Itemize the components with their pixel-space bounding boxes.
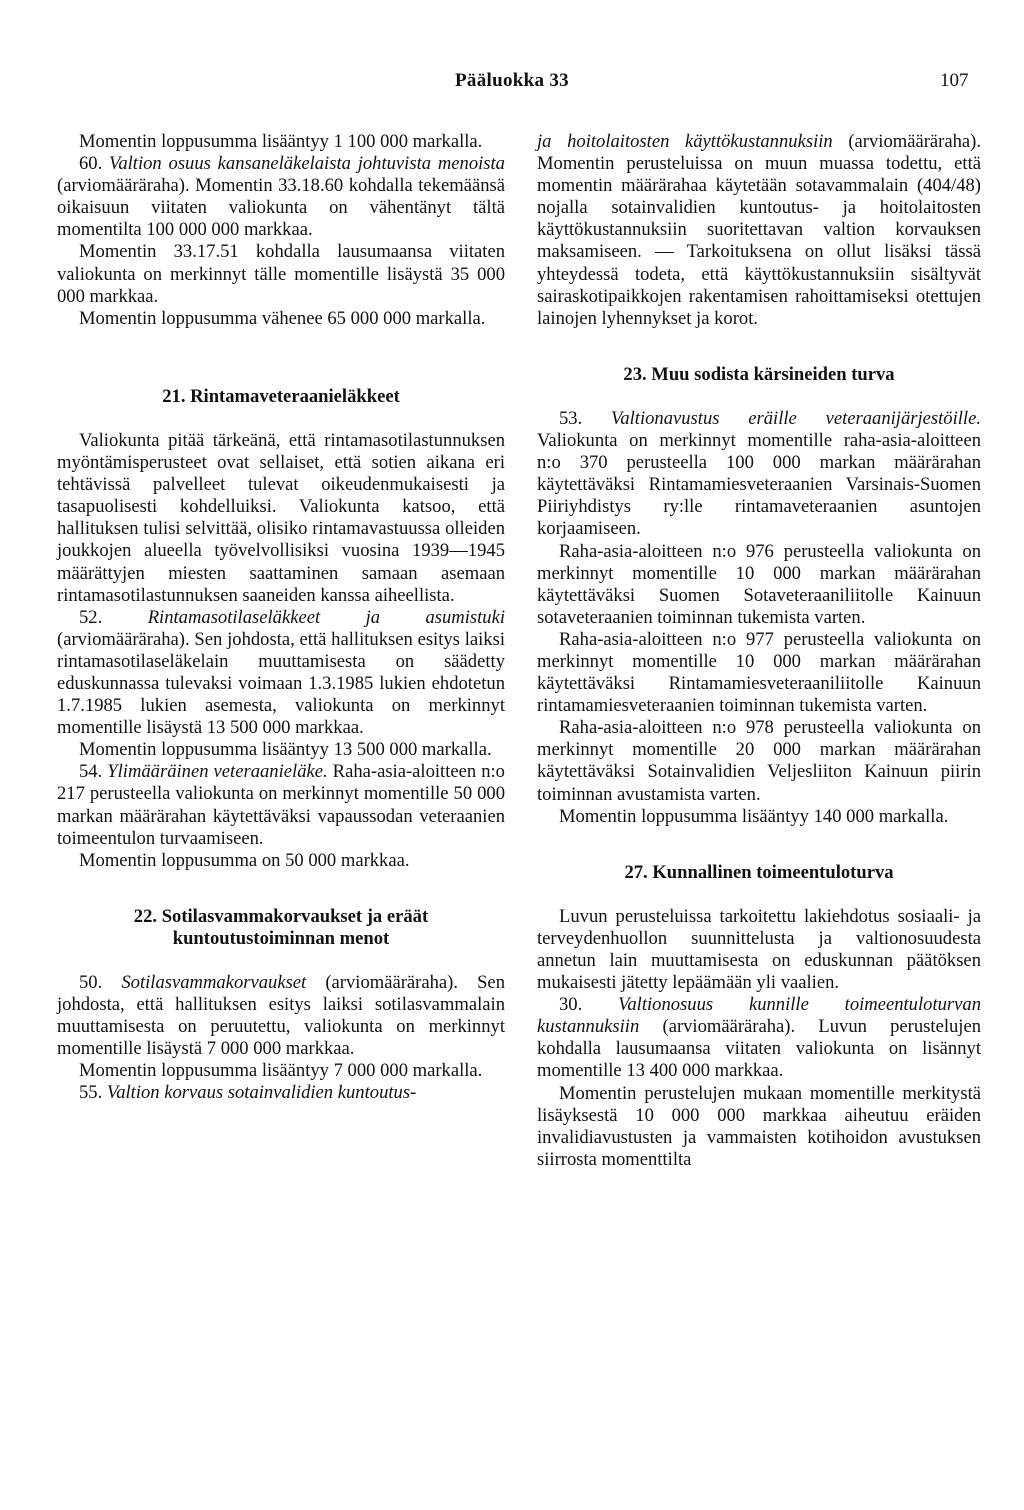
paragraph xyxy=(57,607,505,740)
paragraph: Valiokunta pitää tärkeänä, että rintamasotilastunnuksen myöntämisperusteet ovat sellaiset, että sotien aikana eri tehtävissä palvelleet tulevat oikeudenmukaisesti ja tasapuolisesti kohdelluiksi. Valiokunta katsoo, että hallituksen tulisi selvittää, olisiko rintamavastuussa olleiden joukkojen alueella työvelvollisiksi vuosina 1939—1945 määrättyjen miesten saattaminen samaan asemaan rintamasotilastunnuksen saaneiden kanssa aiheellista. xyxy=(57,429,505,606)
paragraph xyxy=(57,972,505,1060)
item-title: Valtion korvaus sotainvalidien kuntoutus- xyxy=(106,1082,417,1104)
item-number: 52. xyxy=(79,606,103,628)
paragraph: Raha-asia-aloitteen n:o 976 perusteella valiokunta on merkinnyt momentille 10 000 markan määrärahan käytettäväksi Suomen Sotaveteraaniliitolle Kainuun sotaveteraanien toiminnan tukemista varten. xyxy=(537,540,981,628)
item-number: 30. xyxy=(559,994,583,1016)
paragraph: Momentin loppusumma lisääntyy 1 100 000 markalla. xyxy=(79,131,483,152)
item-text: (arviomääräraha). Sen johdosta, että hallituksen esitys laiksi sotilasvammalain muuttamisesta on peruutettu, valiokunta on merkinnyt momentille lisäystä 7 000 000 markkaa. xyxy=(57,972,505,1060)
paragraph xyxy=(537,408,981,541)
item-title: Valtionosuus kunnille toimeentuloturvan kustannuksiin xyxy=(537,994,981,1038)
right-column xyxy=(537,131,981,1171)
left-column xyxy=(57,131,505,1105)
paragraph: Luvun perusteluissa tarkoitettu lakiehdotus sosiaali- ja terveydenhuollon suunnittelusta ja valtionosuudesta annetun lain muuttamisesta on eduskunnan päätöksen mukaisesti jätetty lepäämään yli vaalien. xyxy=(537,905,981,994)
section-heading: 22. Sotilasvammakorvaukset ja eräät kuntoutustoiminnan menot xyxy=(133,905,429,949)
item-text: (arviomääräraha). Luvun perustelujen kohdalla lausumaansa viitaten valiokunta on lisännyt momentille 13 400 000 markkaa. xyxy=(537,1016,982,1082)
paragraph xyxy=(57,1082,505,1104)
section-heading: 23. Muu sodista kärsineiden turva xyxy=(623,363,895,385)
paragraph: Momentin loppusumma lisääntyy 13 500 000 markalla. xyxy=(79,739,492,761)
item-title: Rintamasotilaseläkkeet ja asumistuki xyxy=(147,606,506,628)
item-title: Ylimääräinen veteraanieläke. xyxy=(107,761,328,783)
item-number: 60. xyxy=(79,153,103,175)
paragraph: Momentin loppusumma lisääntyy 140 000 markalla. xyxy=(559,805,949,827)
item-title: Sotilasvammakorvaukset xyxy=(121,972,307,993)
item-title: Valtionavustus eräille veteraanijärjestöille. xyxy=(611,407,982,429)
section-heading: 27. Kunnallinen toimeentuloturva xyxy=(624,861,894,883)
paragraph: Momentin 33.17.51 kohdalla lausumaansa viitaten valiokunta on merkinnyt tälle momentille lisäystä 35 000 000 markkaa. xyxy=(57,241,505,307)
paragraph: Momentin perustelujen mukaan momentille merkitystä lisäyksestä 10 000 000 markkaa aiheutuu eräiden invalidiavustusten ja vammaisten kotihoidon avustuksen siirrosta momenttilta xyxy=(537,1082,981,1170)
page-number: 107 xyxy=(940,70,969,91)
paragraph xyxy=(537,131,981,330)
paragraph: Raha-asia-aloitteen n:o 978 perusteella valiokunta on merkinnyt momentille 20 000 markan määrärahan käytettäväksi Sotainvalidien Veljesliiton Kainuun piirin toiminnan avustamista varten. xyxy=(537,717,981,805)
item-number: 54. xyxy=(79,761,103,783)
paragraph: Raha-asia-aloitteen n:o 977 perusteella valiokunta on merkinnyt momentille 10 000 markan määrärahan käytettäväksi Rintamamiesveteraaniliitolle Kainuun rintamamiesveteraanien toiminnan tukemista varten. xyxy=(537,628,981,717)
section-heading: 21. Rintamaveteraanieläkkeet xyxy=(162,385,400,407)
page-header-title: Pääluokka 33 xyxy=(455,70,569,91)
paragraph: Momentin loppusumma lisääntyy 7 000 000 markalla. xyxy=(79,1060,483,1082)
paragraph xyxy=(57,761,505,849)
item-title: Valtion osuus kansaneläkelaista johtuvista menoista xyxy=(109,153,505,175)
item-number: 50. xyxy=(79,972,103,993)
paragraph: Momentin loppusumma on 50 000 markkaa. xyxy=(79,849,410,871)
item-text: (arviomääräraha). Momentin 33.18.60 kohdalla tekemäänsä oikaisuun viitaten valiokunta on vähentänyt tältä momentilta 100 000 000 markkaa. xyxy=(57,175,505,241)
item-title: ja hoitolaitosten käyttökustannuksiin xyxy=(537,131,833,152)
paragraph xyxy=(537,994,981,1082)
paragraph xyxy=(57,153,505,241)
item-number: 55. xyxy=(79,1082,103,1104)
item-text: Valiokunta on merkinnyt momentille raha-asia-aloitteen n:o 370 perusteella 100 000 markan määrärahan käytettäväksi Rintamamiesveteraanien Varsinais-Suomen Piiriyhdistys ry:lle rintamaveteraanien asuntojen korjaamiseen. xyxy=(537,430,981,540)
item-text: (arviomääräraha). Sen johdosta, että hallituksen esitys laiksi rintamasotilaseläkelain muuttamisesta on säädetty eduskunnassa tulevaksi voimaan 1.3.1985 lukien ehdotetun 1.7.1985 lukien asemesta, valiokunta on merkinnyt momentille lisäystä 13 500 000 markkaa. xyxy=(57,628,505,739)
item-text: Raha-asia-aloitteen n:o 217 perusteella valiokunta on merkinnyt momentille 50 000 markan määrärahan käytettäväksi vapaussodan veteraanien toimeentulon turvaamiseen. xyxy=(57,761,505,849)
item-text: (arviomääräraha). Momentin perusteluissa on muun muassa todettu, että momentin määrärahaa käytetään sotavammalain (404/48) nojalla sotainvalidien kuntoutus- ja hoitolaitosten käyttökustannuksiin suoritettavan valtion korvauksen maksamiseen. — Tarkoituksena on ollut lisäksi tässä yhteydessä todeta, että käyttökustannuksiin sisältyvät sairaskotipaikkojen rakentamisen rahoittamiseksi otettujen lainojen lyhennykset ja korot. xyxy=(537,131,981,329)
paragraph: Momentin loppusumma vähenee 65 000 000 markalla. xyxy=(79,307,486,329)
item-number: 53. xyxy=(559,407,583,429)
